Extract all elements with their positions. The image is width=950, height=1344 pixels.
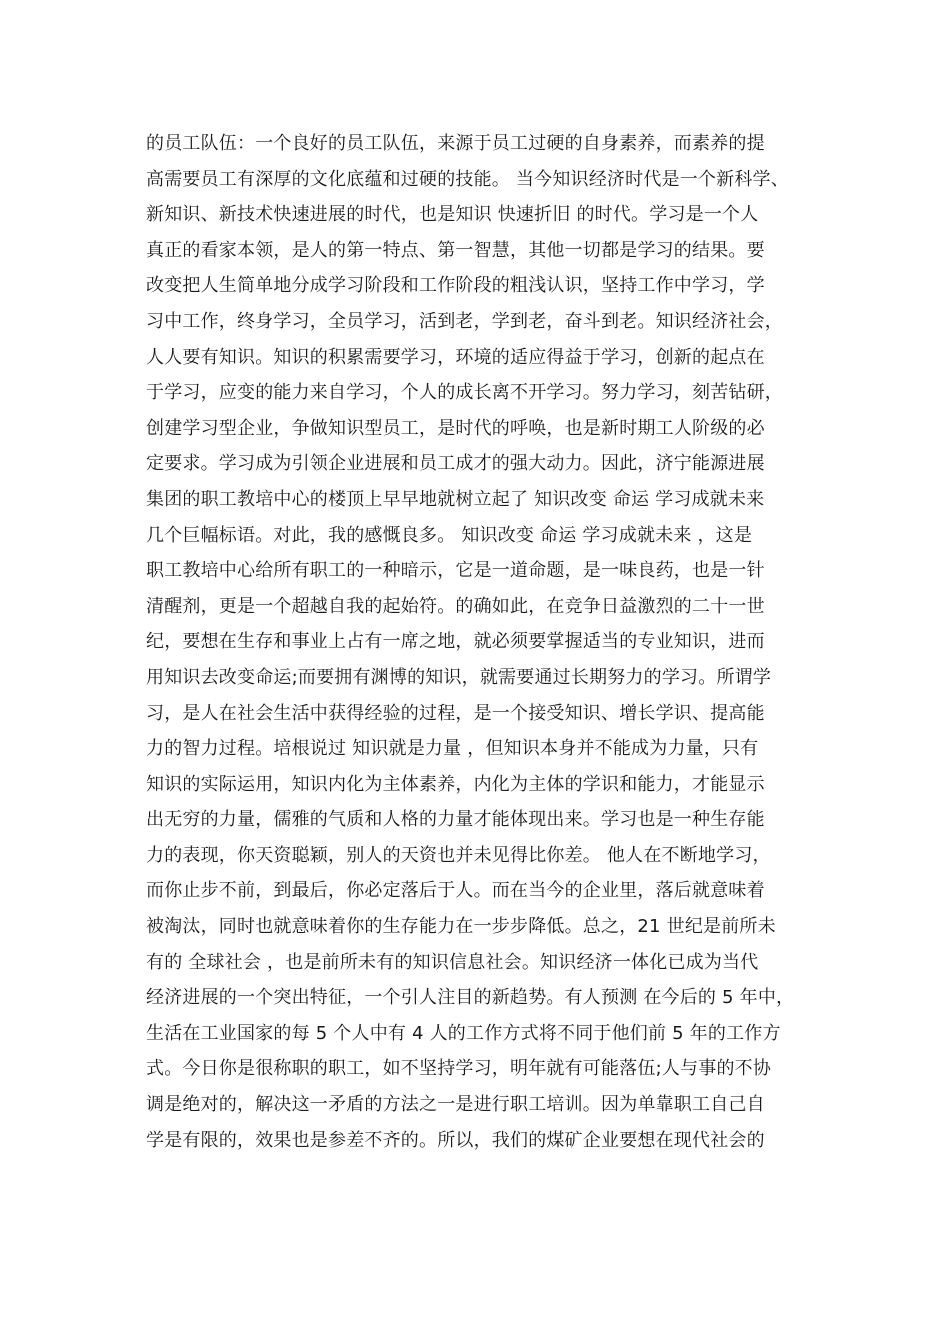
- text-line: 改变把人生简单地分成学习阶段和工作阶段的粗浅认识，坚持工作中学习，学: [146, 275, 765, 297]
- text-line: 高需要员工有深厚的文化底蕴和过硬的技能。 当今知识经济时代是一个新科学、: [146, 168, 789, 190]
- body-text: [146, 126, 826, 1158]
- text-line: 被淘汰，同时也就意味着你的生存能力在一步步降低。总之，21 世纪是前所未: [146, 916, 776, 938]
- text-line: 学是有限的，效果也是参差不齐的。所以，我们的煤矿企业要想在现代社会的: [146, 1129, 765, 1151]
- text-line: 生活在工业国家的每 5 个人中有 4 人的工作方式将不同于他们前 5 年的工作方: [146, 1022, 781, 1044]
- text-line: 式。今日你是很称职的职工，如不坚持学习，明年就有可能落伍;人与事的不协: [146, 1058, 772, 1080]
- text-line: 的员工队伍：一个良好的员工队伍，来源于员工过硬的自身素养，而素养的提: [146, 133, 765, 154]
- text-line: 调是绝对的，解决这一矛盾的方法之一是进行职工培训。因为单靠职工自己自: [146, 1094, 765, 1116]
- text-line: 出无穷的力量，儒雅的气质和人格的力量才能体现出来。学习也是一种生存能: [146, 809, 765, 831]
- text-line: 力的智力过程。培根说过 知识就是力量 ，但知识本身并不能成为力量，只有: [146, 738, 759, 760]
- text-line: 习中工作，终身学习，全员学习，活到老，学到老，奋斗到老。知识经济社会，: [146, 310, 783, 332]
- text-line: 定要求。学习成为引领企业进展和员工成才的强大动力。因此，济宁能源进展: [146, 453, 765, 475]
- text-line: 人人要有知识。知识的积累需要学习，环境的适应得益于学习，创新的起点在: [146, 346, 765, 368]
- text-line: 几个巨幅标语。对此，我的感慨良多。 知识改变 命运 学习成就未来 ，这是: [146, 524, 753, 546]
- text-line: 真正的看家本领，是人的第一特点、第一智慧，其他一切都是学习的结果。要: [146, 239, 765, 261]
- text-line: 于学习，应变的能力来自学习，个人的成长离不开学习。努力学习，刻苦钻研，: [146, 382, 783, 404]
- text-line: 知识的实际运用，知识内化为主体素养，内化为主体的学识和能力，才能显示: [146, 773, 765, 795]
- text-line: 集团的职工教培中心的楼顶上早早地就树立起了 知识改变 命运 学习成就未来: [146, 488, 765, 510]
- text-line: 创建学习型企业，争做知识型员工，是时代的呼唤，也是新时期工人阶级的必: [146, 417, 765, 439]
- text-line: 力的表现，你天资聪颖，别人的天资也并未见得比你差。 他人在不断地学习，: [146, 844, 771, 866]
- text-line: 习，是人在社会生活中获得经验的过程，是一个接受知识、增长学识、提高能: [146, 702, 765, 724]
- text-line: 有的 全球社会 ，也是前所未有的知识信息社会。知识经济一体化已成为当代: [146, 951, 759, 973]
- text-line: 新知识、新技术快速进展的时代，也是知识 快速折旧 的时代。学习是一个人: [146, 204, 759, 226]
- text-line: 用知识去改变命运;而要拥有渊博的知识，就需要通过长期努力的学习。所谓学: [146, 666, 772, 688]
- text-line: 职工教培中心给所有职工的一种暗示，它是一道命题，是一味良药，也是一针: [146, 560, 765, 582]
- text-line: 清醒剂，更是一个超越自我的起始符。的确如此，在竞争日益激烈的二十一世: [146, 595, 765, 617]
- text-line: 纪，要想在生存和事业上占有一席之地，就必须要掌握适当的专业知识，进而: [146, 631, 765, 653]
- text-line: 而你止步不前，到最后，你必定落后于人。而在当今的企业里，落后就意味着: [146, 880, 765, 902]
- text-line: 经济进展的一个突出特征，一个引人注目的新趋势。有人预测 在今后的 5 年中，: [146, 987, 795, 1009]
